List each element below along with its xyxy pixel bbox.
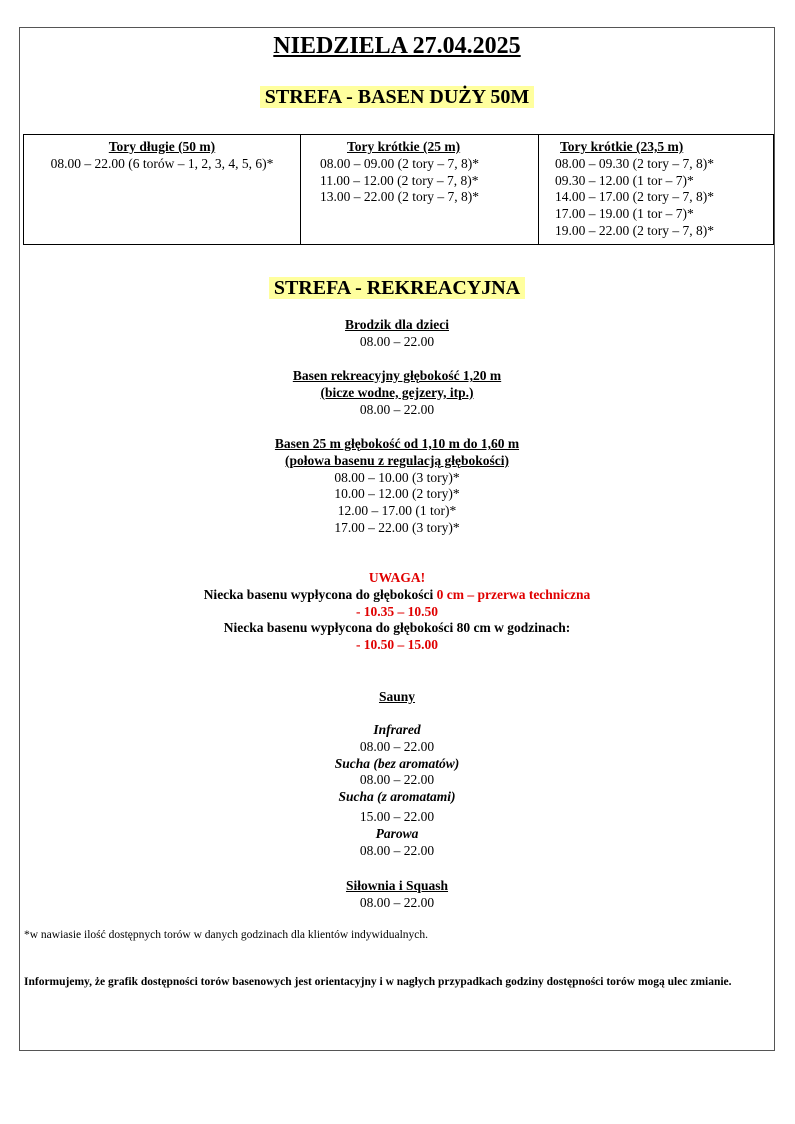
lanes-col-header: Tory krótkie (23,5 m) bbox=[560, 139, 684, 154]
uwaga-label: UWAGA! bbox=[368, 570, 426, 585]
basen25-row: 12.00 – 17.00 (1 tor)* bbox=[337, 503, 457, 519]
sauny-title: Sauny bbox=[378, 689, 416, 704]
lanes-row: 08.00 – 22.00 (6 torów – 1, 2, 3, 4, 5, 6)* bbox=[50, 155, 274, 171]
lanes-col-header: Tory krótkie (25 m) bbox=[347, 139, 461, 154]
uwaga-line1-text: Niecka basenu wypłycona do głębokości bbox=[203, 586, 437, 602]
zone2-heading: STREFA - REKREACYJNA bbox=[269, 277, 525, 299]
basen25-row: 17.00 – 22.00 (3 tory)* bbox=[334, 519, 460, 535]
brodzik-hours: 08.00 – 22.00 bbox=[359, 333, 435, 349]
basen25-subtitle: (połowa basenu z regulacją głębokości) bbox=[284, 452, 509, 468]
sauna-name: Sucha (bez aromatów) bbox=[334, 755, 460, 771]
uwaga-section bbox=[20, 570, 774, 654]
uwaga-line1-red: 0 cm – przerwa techniczna bbox=[436, 586, 591, 602]
rekreacyjny-section bbox=[20, 368, 774, 418]
basen25-row: 08.00 – 10.00 (3 tory)* bbox=[334, 469, 460, 485]
zone1-heading-wrap bbox=[20, 86, 774, 109]
zone1-heading: STREFA - BASEN DUŻY 50M bbox=[260, 86, 534, 108]
sauna-hours: 15.00 – 22.00 bbox=[359, 808, 435, 824]
lanes-row: 13.00 – 22.00 (2 tory – 7, 8)* bbox=[320, 189, 479, 205]
basen25-section bbox=[20, 436, 774, 537]
sauna-name: Sucha (z aromatami) bbox=[338, 789, 456, 805]
zone2-heading-wrap bbox=[20, 277, 774, 300]
silownia-hours: 08.00 – 22.00 bbox=[359, 894, 435, 910]
sauny-section bbox=[20, 689, 774, 706]
lanes-col-short-23-5 bbox=[538, 135, 774, 244]
lanes-table bbox=[23, 134, 774, 245]
uwaga-line2: Niecka basenu wypłycona do głębokości 80 cm w godzinach: bbox=[223, 620, 571, 636]
lanes-row: 08.00 – 09.00 (2 tory – 7, 8)* bbox=[320, 155, 479, 171]
uwaga-time1: - 10.35 – 10.50 bbox=[355, 603, 439, 619]
lanes-col-long bbox=[24, 135, 300, 244]
silownia-title: Siłownia i Squash bbox=[345, 878, 449, 893]
sauna-hours: 08.00 – 22.00 bbox=[359, 772, 435, 788]
lanes-row: 19.00 – 22.00 (2 tory – 7, 8)* bbox=[555, 222, 714, 238]
page-title: NIEDZIELA 27.04.2025 bbox=[273, 33, 521, 59]
rekreacyjny-subtitle: (bicze wodne, gejzery, itp.) bbox=[320, 384, 474, 400]
basen25-title: Basen 25 m głębokość od 1,10 m do 1,60 m bbox=[274, 436, 520, 451]
brodzik-section bbox=[20, 317, 774, 351]
lanes-row: 11.00 – 12.00 (2 tory – 7, 8)* bbox=[320, 172, 479, 188]
schedule-frame bbox=[19, 27, 775, 1051]
lanes-row: 14.00 – 17.00 (2 tory – 7, 8)* bbox=[555, 189, 714, 205]
brodzik-title: Brodzik dla dzieci bbox=[344, 317, 449, 332]
footnote: *w nawiasie ilość dostępnych torów w danych godzinach dla klientów indywidualnych. bbox=[24, 929, 429, 941]
silownia-section bbox=[20, 878, 774, 912]
lanes-col-header: Tory długie (50 m) bbox=[108, 139, 216, 154]
rekreacyjny-title: Basen rekreacyjny głębokość 1,20 m bbox=[292, 368, 502, 383]
uwaga-time2: - 10.50 – 15.00 bbox=[355, 637, 439, 653]
lanes-col-short-25 bbox=[300, 135, 538, 244]
lanes-row: 17.00 – 19.00 (1 tor – 7)* bbox=[555, 206, 694, 222]
sauna-hours: 08.00 – 22.00 bbox=[359, 738, 435, 754]
basen25-row: 10.00 – 12.00 (2 tory)* bbox=[334, 486, 460, 502]
rekreacyjny-hours: 08.00 – 22.00 bbox=[359, 401, 435, 417]
lanes-row: 08.00 – 09.30 (2 tory – 7, 8)* bbox=[555, 155, 714, 171]
sauny-list bbox=[20, 722, 774, 859]
info-note: Informujemy, że grafik dostępności torów basenowych jest orientacyjny i w nagłych przypadkach godziny dostępności torów mogą ulec zmianie. bbox=[24, 976, 732, 988]
sauna-name: Parowa bbox=[375, 825, 419, 841]
sauna-name: Infrared bbox=[373, 722, 421, 737]
lanes-row: 09.30 – 12.00 (1 tor – 7)* bbox=[555, 172, 694, 188]
uwaga-line1 bbox=[20, 587, 774, 604]
sauna-hours: 08.00 – 22.00 bbox=[359, 842, 435, 858]
